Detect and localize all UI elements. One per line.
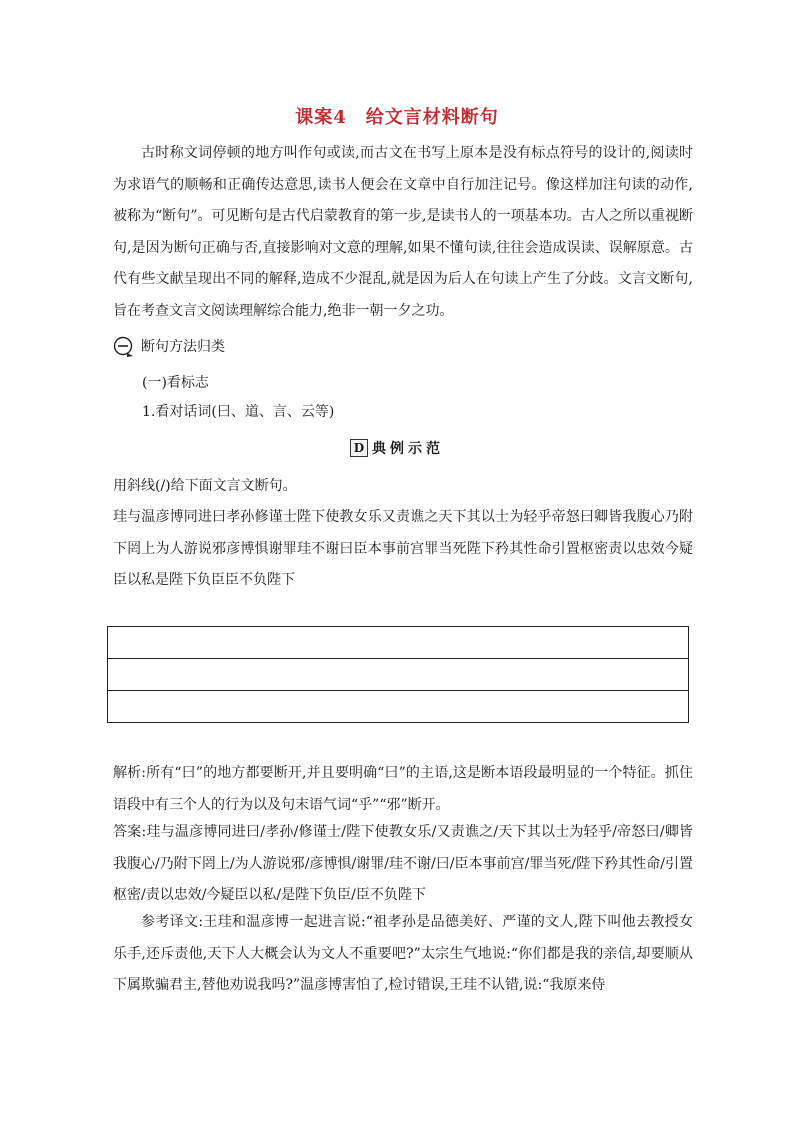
- answer-paragraph: 答案:珪与温彦博同进曰/孝孙/修谨士/陛下使教女乐/又责谯之/天下其以士为轻乎/帝怒曰/卿皆我腹心/乃附下罔上/为人游说邪/彦博惧/谢罪/珪不谢/曰/臣本事前宫/罪当死/陛下矜其性命/引置枢密/责以忠效/今疑臣以私/是陛下负臣/臣不负陛下: [113, 824, 693, 903]
- answer-row[interactable]: [108, 691, 688, 722]
- example-banner-label: 典例示范: [372, 441, 444, 457]
- subheading-markers: (一)看标志: [142, 375, 209, 391]
- section-heading: [113, 335, 225, 359]
- example-banner: [0, 438, 794, 458]
- exercise-instruction: 用斜线(/)给下面文言文断句。: [113, 478, 297, 494]
- intro-paragraph: 古时称文词停顿的地方叫作句或读,而古文在书写上原本是没有标点符号的设计的,阅读时为求语气的顺畅和正确传达意思,读书人便会在文章中自行加注记号。像这样加注句读的动作,被称为“断句”。可见断句是古代启蒙教育的第一步,是读书人的一项基本功。古人之所以重视断句,是因为断句正确与否,直接影响对文意的理解,如果不懂句读,往往会造成误读、误解原意。古代有些文献呈现出不同的解释,造成不少混乱,就是因为后人在句读上产生了分歧。文言文断句,旨在考查文言文阅读理解综合能力,绝非一朝一夕之功。: [113, 145, 693, 319]
- exercise-passage: 珪与温彦博同进曰孝孙修谨士陛下使教女乐又责谯之天下其以士为轻乎帝怒曰卿皆我腹心乃附下罔上为人游说邪彦博惧谢罪珪不谢曰臣本事前宫罪当死陛下矜其性命引置枢密责以忠效今疑臣以私是陛下负臣臣不负陛下: [113, 509, 693, 588]
- example-badge-icon: D: [350, 439, 368, 457]
- answer-row[interactable]: [108, 659, 688, 691]
- numeral-one-icon: [113, 336, 135, 358]
- analysis-paragraph: 解析:所有“曰”的地方都要断开,并且要明确“曰”的主语,这是断本语段最明显的一个特征。抓住语段中有三个人的行为以及句末语气词“乎”“邪”断开。: [113, 765, 693, 813]
- translation-paragraph: 参考译文:王珪和温彦博一起进言说:“祖孝孙是品德美好、严谨的文人,陛下叫他去教授女乐手,还斥责他,天下人大概会认为文人不重要吧?”太宗生气地说:“你们都是我的亲信,却要顺从下属欺骗君主,替他劝说我吗?”温彦博害怕了,检讨错误,王珪不认错,说:“我原来侍: [113, 914, 693, 993]
- page-title: 课案4 给文言材料断句: [295, 107, 499, 128]
- section-heading-text: 断句方法归类: [141, 339, 225, 355]
- answer-box[interactable]: [107, 626, 689, 723]
- answer-row[interactable]: [108, 627, 688, 659]
- subheading-dialogue-words: 1.看对话词(曰、道、言、云等): [142, 404, 335, 420]
